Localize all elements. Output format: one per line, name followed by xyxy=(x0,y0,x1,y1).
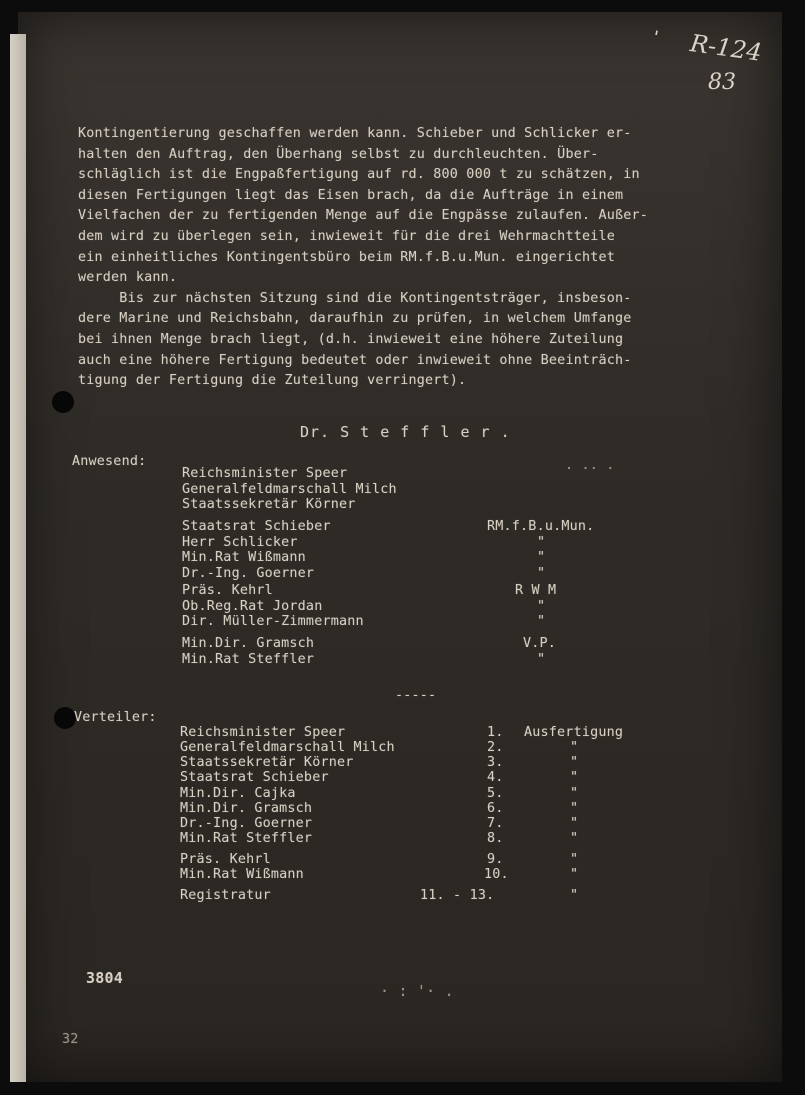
distribution-name: Min.Rat Steffler xyxy=(180,831,313,846)
attendee-org: " xyxy=(537,534,546,550)
distribution-note: " xyxy=(570,755,579,770)
distribution-number: 5. xyxy=(487,786,504,801)
body-line: Vielfachen der zu fertigenden Menge auf die Engpässe zulaufen. Außer- xyxy=(78,208,649,224)
distribution-number: 1. xyxy=(487,725,504,740)
attendee-name: Staatssekretär Körner xyxy=(182,497,356,512)
distribution-number: 2. xyxy=(487,740,504,755)
distribution-note: " xyxy=(570,786,579,801)
signature-line: Dr. S t e f f l e r . xyxy=(300,423,511,441)
attendee-org: V.P. xyxy=(523,636,557,651)
distribution-note: " xyxy=(570,831,579,846)
attendee-name: Dr.-Ing. Goerner xyxy=(182,565,315,581)
body-line: dem wird zu überlegen sein, inwieweit für die drei Wehrmachtteile xyxy=(78,229,616,244)
body-line: halten den Auftrag, den Überhang selbst zu durchleuchten. Über- xyxy=(78,146,599,162)
attendee-name: Generalfeldmarschall Milch xyxy=(182,481,397,497)
attendee-org: " xyxy=(537,614,546,629)
footer-mark: 32 xyxy=(62,1032,79,1047)
divider-dash: ----- xyxy=(395,688,437,703)
distribution-note: " xyxy=(570,816,579,831)
attendee-name: Min.Dir. Gramsch xyxy=(182,636,315,651)
distribution-name: Min.Dir. Cajka xyxy=(180,786,296,801)
distribution-name: Staatsrat Schieber xyxy=(180,770,329,785)
attendee-org: " xyxy=(537,651,546,667)
distribution-name: Registratur xyxy=(180,888,271,903)
attendee-name: Reichsminister Speer xyxy=(182,466,348,481)
body-line: dere Marine und Reichsbahn, daraufhin zu prüfen, in welchem Umfange xyxy=(78,311,632,327)
distribution-number: 7. xyxy=(487,816,504,831)
distribution-note: Ausfertigung xyxy=(524,725,624,740)
document-ref-annotation: R-124 xyxy=(688,29,764,67)
body-line: ein einheitliches Kontingentsbüro beim RM.f.B.u.Mun. eingerichtet xyxy=(78,249,616,265)
distribution-number: 4. xyxy=(487,770,504,785)
attendee-name: Präs. Kehrl xyxy=(182,583,273,598)
attendee-org: " xyxy=(537,550,546,565)
body-line: Kontingentierung geschaffen werden kann. Schieber und Schlicker er- xyxy=(78,126,632,141)
attendee-org: R W M xyxy=(515,583,557,598)
body-line: bei ihnen Menge brach liegt, (d.h. inwieweit eine höhere Zuteilung xyxy=(78,332,624,347)
distribution-name: Generalfeldmarschall Milch xyxy=(180,740,395,755)
distribution-note: " xyxy=(570,888,579,903)
distribution-note: " xyxy=(570,770,579,785)
distribution-name: Präs. Kehrl xyxy=(180,852,271,867)
distribution-number: 8. xyxy=(487,831,504,846)
body-line: werden kann. xyxy=(78,270,178,286)
distribution-number: 9. xyxy=(487,852,504,867)
attendee-name: Dir. Müller-Zimmermann xyxy=(182,614,364,629)
distribution-name: Min.Rat Wißmann xyxy=(180,867,304,882)
attendee-org: RM.f.B.u.Mun. xyxy=(487,519,595,534)
punch-hole xyxy=(52,391,74,413)
distribution-note: " xyxy=(570,740,579,755)
body-line: auch eine höhere Fertigung bedeutet oder inwieweit ohne Beeinträch- xyxy=(78,352,632,368)
footer-smudge: · : '· . xyxy=(380,982,454,1000)
attendee-name: Staatsrat Schieber xyxy=(182,519,331,534)
body-line: diesen Fertigungen liegt das Eisen brach, da die Aufträge in einem xyxy=(78,187,624,203)
distribution-name: Dr.-Ing. Goerner xyxy=(180,816,313,831)
distribution-number: 10. xyxy=(484,867,509,882)
body-line: tigung der Fertigung die Zuteilung verringert). xyxy=(78,373,467,389)
distribution-name: Min.Dir. Gramsch xyxy=(180,801,313,816)
footer-number: 3804 xyxy=(86,969,123,987)
distribution-number: 6. xyxy=(487,801,504,816)
attendee-name: Min.Rat Steffler xyxy=(182,651,315,667)
stray-marks: . .. . xyxy=(565,458,615,473)
distribution-note: " xyxy=(570,801,579,816)
distribution-name: Reichsminister Speer xyxy=(180,725,346,740)
distribution-number: 3. xyxy=(487,755,504,770)
distribution-note: " xyxy=(570,867,579,882)
present-label: Anwesend: xyxy=(72,454,147,469)
distribution-label: Verteiler: xyxy=(74,710,157,725)
body-line: Bis zur nächsten Sitzung sind die Kontingentsträger, insbeson- xyxy=(78,290,632,306)
page-number-annotation: 83 xyxy=(708,70,736,95)
attendee-name: Herr Schlicker xyxy=(182,534,298,550)
attendee-name: Min.Rat Wißmann xyxy=(182,550,306,565)
punch-hole xyxy=(54,707,76,729)
attendee-name: Ob.Reg.Rat Jordan xyxy=(182,598,323,614)
paper-edge xyxy=(10,34,26,1082)
distribution-number: 11. - 13. xyxy=(420,888,495,903)
attendee-org: " xyxy=(537,565,546,581)
tick-mark: ˈ xyxy=(654,28,660,49)
body-line: schläglich ist die Engpaßfertigung auf rd. 800 000 t zu schätzen, in xyxy=(78,167,640,183)
attendee-org: " xyxy=(537,598,546,614)
distribution-note: " xyxy=(570,852,579,867)
distribution-name: Staatssekretär Körner xyxy=(180,755,354,770)
